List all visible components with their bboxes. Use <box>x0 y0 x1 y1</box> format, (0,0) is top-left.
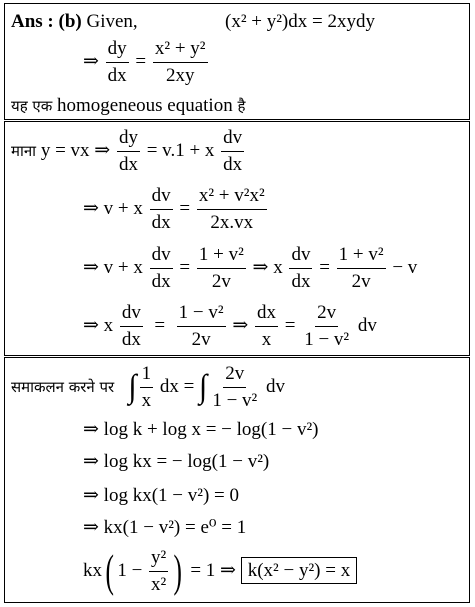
step4-fraction <box>177 303 226 350</box>
frac-num: dx <box>255 303 278 327</box>
equals: = <box>135 50 147 72</box>
step-left: ⇒ x <box>83 314 114 336</box>
step-line-4 <box>83 303 377 350</box>
frac-den: 2x.vx <box>210 211 254 233</box>
one-minus: 1 − <box>117 559 143 581</box>
step-left: ⇒ v + x <box>83 197 143 219</box>
equals: = <box>179 256 191 278</box>
dy-dx-fraction <box>106 39 129 86</box>
dv-dx-fraction <box>289 245 312 292</box>
frac-den: dx <box>121 328 141 350</box>
frac-num: dv <box>221 128 244 152</box>
dv-dx-fraction <box>150 245 173 292</box>
step3-fraction-b <box>337 245 386 292</box>
frac-num: dy <box>106 39 129 63</box>
step-line-2 <box>83 186 269 233</box>
frac-den: x <box>261 328 272 350</box>
frac-den: 2xy <box>165 64 195 86</box>
hindi-text: माना <box>11 141 37 160</box>
equals: = <box>179 197 191 219</box>
frac-den: dx <box>151 270 171 292</box>
frac-den: dx <box>291 270 311 292</box>
frac-num: dv <box>150 186 173 210</box>
implies-symbol: ⇒ <box>232 314 249 336</box>
given-equation: (x² + y²)dx = 2xydy <box>225 11 375 32</box>
answer-box-integration <box>4 357 470 603</box>
frac-den: 2v <box>351 270 371 292</box>
dv-dx-fraction <box>150 186 173 233</box>
final-answer-box: k(x² − y²) = x <box>241 557 357 584</box>
frac-den: dx <box>223 153 243 175</box>
integral-sign: ∫ <box>199 368 208 406</box>
integration-line <box>11 364 285 411</box>
implies-symbol: ⇒ <box>83 50 99 72</box>
equals: = <box>284 314 296 336</box>
answer-box-substitution <box>4 121 470 356</box>
frac-num: 1 <box>140 364 154 388</box>
one-over-x-fraction <box>140 364 154 411</box>
frac-den: x <box>141 389 152 411</box>
dv-dx-fraction <box>120 303 143 350</box>
homogeneous-text: homogeneous equation <box>57 95 233 116</box>
step2-fraction <box>197 186 267 233</box>
frac-num: dv <box>120 303 143 327</box>
step3-fraction <box>197 245 246 292</box>
dx-equals: dx = <box>159 375 195 397</box>
substitution-line <box>11 128 246 175</box>
given-label: Given, <box>86 11 138 32</box>
frac-num: 2v <box>223 364 246 388</box>
hindi-text: यह एक <box>11 97 53 115</box>
right-paren: ) <box>173 545 183 597</box>
kx-text: kx <box>83 559 102 581</box>
step4-rhs-fraction <box>302 303 351 350</box>
frac-den: 1 − v² <box>212 389 258 411</box>
dy-dx-fraction <box>117 128 140 175</box>
frac-num: y² <box>149 548 168 572</box>
integral-sign: ∫ <box>128 368 137 406</box>
dv-dx-fraction <box>221 128 244 175</box>
frac-den: dx <box>118 153 138 175</box>
step-tail: − v <box>392 256 418 278</box>
rhs-fraction <box>153 39 208 86</box>
frac-den: 2v <box>211 270 231 292</box>
dx-x-fraction <box>255 303 278 350</box>
frac-den: dx <box>151 211 171 233</box>
derivative-equation <box>83 39 210 86</box>
step-line-3 <box>83 245 417 292</box>
dv-text: dv <box>357 314 377 336</box>
frac-num: 2v <box>315 303 338 327</box>
frac-den: 2v <box>191 328 211 350</box>
log-step-3: ⇒ log kx(1 − v²) = 0 <box>83 485 239 506</box>
frac-num: dy <box>117 128 140 152</box>
final-equals: = 1 ⇒ <box>190 559 236 581</box>
frac-num: x² + v²x² <box>197 186 267 210</box>
step-left: ⇒ v + x <box>83 256 143 278</box>
step-mid: ⇒ x <box>252 256 283 278</box>
final-line <box>83 545 357 597</box>
homogeneous-note <box>11 96 245 115</box>
integrand-fraction <box>210 364 259 411</box>
substitution-text: y = vx ⇒ <box>40 139 111 161</box>
frac-den: x² <box>151 573 167 595</box>
frac-den: dx <box>107 64 127 86</box>
log-step-2: ⇒ log kx = − log(1 − v²) <box>83 451 270 472</box>
hindi-text: समाकलन करने पर <box>11 377 115 396</box>
frac-num: 1 + v² <box>337 245 386 269</box>
answer-label-line <box>11 12 138 31</box>
frac-num: 1 + v² <box>197 245 246 269</box>
frac-num: 1 − v² <box>177 303 226 327</box>
hindi-text: है <box>237 97 246 115</box>
frac-num: x² + y² <box>153 39 208 63</box>
log-step-1: ⇒ log k + log x = − log(1 − v²) <box>83 419 319 440</box>
answer-box-given <box>4 3 470 120</box>
frac-num: dv <box>289 245 312 269</box>
answer-label: Ans : (b) <box>11 11 82 32</box>
y2-x2-fraction <box>149 548 168 595</box>
equals: = <box>319 256 330 278</box>
left-paren: ( <box>105 545 114 597</box>
substitution-rhs: = v.1 + x <box>146 139 215 161</box>
equals: = <box>149 314 170 336</box>
log-step-4: ⇒ kx(1 − v²) = e⁰ = 1 <box>83 517 247 538</box>
frac-den: 1 − v² <box>304 328 350 350</box>
frac-num: dv <box>150 245 173 269</box>
dv-text: dv <box>266 375 286 397</box>
